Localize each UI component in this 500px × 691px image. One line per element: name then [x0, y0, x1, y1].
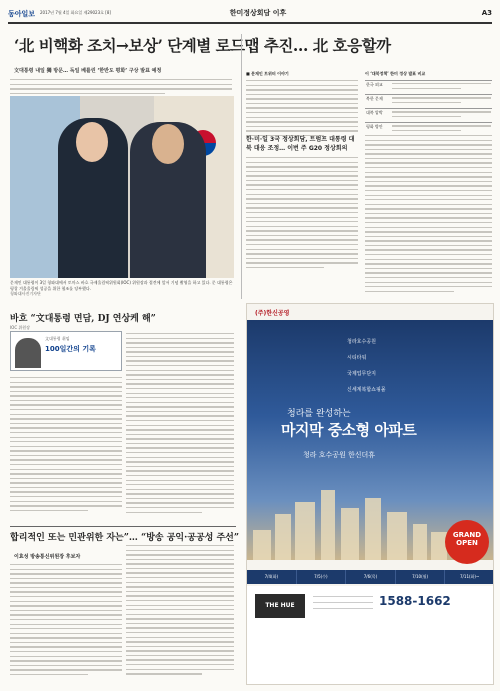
ad-main-copy: 마지막 중소형 아파트	[281, 421, 417, 439]
issue-date: 2017년 7월 4일 화요일 제29023호 [8]	[40, 10, 111, 15]
section-divider	[10, 526, 236, 527]
promo-label: 文대통령 취임	[45, 336, 70, 341]
article1-bullet: ■ 문재인 트위터 이야기	[246, 71, 289, 76]
table-row-label: 대북 압박	[366, 110, 383, 116]
ad-schedule	[247, 570, 494, 584]
the-hue-logo: THE HUE	[255, 594, 305, 618]
ad-feature: 시티타워	[347, 355, 367, 361]
ad-brand: (주)한신공영	[255, 310, 290, 317]
comparison-table	[365, 71, 492, 137]
schedule-date: 7/4(화)	[247, 570, 297, 584]
article3-column-right	[126, 545, 234, 678]
ad-phone-number[interactable]: 1588-1662	[379, 594, 451, 608]
column-divider	[241, 34, 242, 299]
promo-title: 100일간의 기록	[45, 345, 96, 353]
table-title: 이 ‘대북정책’ 한미 정상 발표 비교	[365, 71, 426, 76]
article3-headline: 합리적인 또는 민관위한 자는”… “방송 공익·공공성 주선”	[10, 533, 240, 543]
schedule-date: 7/5(수)	[297, 570, 347, 584]
article1-column-mid	[246, 71, 358, 140]
article2-source: IOC 위원장	[10, 325, 30, 330]
apartment-advertisement[interactable]	[246, 303, 494, 685]
ad-info-panel	[247, 586, 494, 685]
article3-byline: 이효성 방송통신위원장 후보자	[14, 554, 81, 560]
ad-features-list	[347, 338, 407, 402]
table-row-label: 북한 문제	[366, 96, 383, 102]
ad-product-name: 청라 호수공원 한신더휴	[303, 451, 376, 459]
ad-feature: 국제업무단지	[347, 371, 376, 377]
newspaper-logo: 동아일보	[8, 10, 36, 18]
portrait-thumbnail	[15, 338, 41, 368]
photo-caption-text: 문재인 대통령이 3일 청와대에서 토마스 바흐 국제올림픽위원회(IOC) 위원장과 접견에 앞서 기념 촬영을 하고 있다. 문 대통령은 평창 겨울올림픽 성공을 위한 협조를 당부했다.	[10, 280, 233, 291]
article1-column-mid-lower	[246, 135, 358, 271]
table-row-label: 평화 방안	[366, 124, 383, 130]
article2-column-right	[126, 333, 234, 516]
ad-tagline: 청라를 완성하는	[287, 409, 351, 419]
article1-mid-heading: 한·미·일 3국 정상회담, 트럼프 대통령 대북 대응 조정… 이번 주 G20 정상회의	[246, 136, 355, 152]
grand-open-badge: GRAND OPEN	[445, 520, 489, 564]
photo-caption	[10, 280, 234, 297]
promo-box[interactable]	[10, 331, 122, 371]
summit-photo	[10, 96, 234, 278]
schedule-date: 7/6(목)	[346, 570, 396, 584]
article2-headline: 바흐 “文대통령 면담, DJ 연상케 해”	[10, 314, 156, 324]
table-row	[365, 94, 492, 108]
lead-text-block	[10, 79, 232, 97]
table-row	[365, 80, 492, 94]
table-row	[365, 108, 492, 122]
article2-column-left	[10, 377, 122, 514]
page-number: A3	[481, 9, 492, 17]
main-headline: ‘北 비핵화 조치→보상’ 단계별 로드맵 추진… 北 호응할까	[14, 36, 391, 55]
person-left	[58, 118, 128, 278]
section-title: 한미정상회담 이후	[229, 9, 287, 17]
photo-credit: 청와대사진기자단	[10, 291, 41, 297]
ad-feature: 청라호수공원	[347, 339, 376, 345]
person-right	[130, 122, 206, 278]
schedule-date: 7/11(화)~	[445, 570, 494, 584]
article1-column-right-lower	[365, 135, 492, 295]
table-row-label: 한국 외교	[366, 82, 383, 87]
article3-column-left	[10, 564, 122, 678]
main-subhead: 文대통령 내일 獨 방문… 독일 베를린 ‘한반도 평화’ 구상 발표 예정	[14, 68, 162, 74]
masthead	[8, 8, 492, 24]
schedule-date: 7/10(월)	[396, 570, 446, 584]
ad-feature: 신세계복합쇼핑몰	[347, 387, 386, 393]
